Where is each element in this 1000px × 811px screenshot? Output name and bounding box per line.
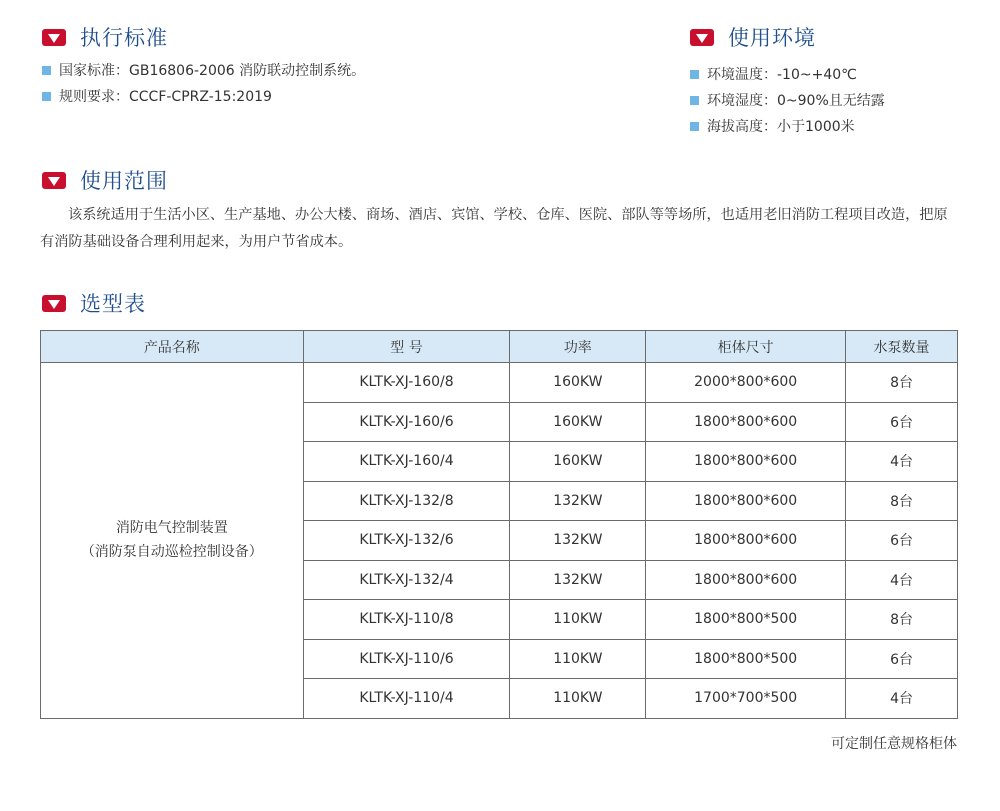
environment-title-text: 使用环境 [728,26,816,50]
standard-item [42,83,365,109]
square-bullet-icon [690,96,699,105]
power-cell: 160KW [510,402,646,442]
selection-table [40,330,958,719]
pumps-cell: 6台 [846,521,958,561]
model-cell: KLTK-XJ-132/8 [303,481,510,521]
standard-list [42,57,365,109]
header-pump-count: 水泵数量 [846,331,958,363]
model-cell: KLTK-XJ-132/6 [303,521,510,561]
model-cell: KLTK-XJ-110/4 [303,679,510,719]
product-name-cell [41,363,304,719]
scope-section-title [42,165,168,195]
size-cell: 1800*800*500 [646,600,846,640]
selection-title-text: 选型表 [80,292,146,316]
pumps-cell: 4台 [846,679,958,719]
standard-title-text: 执行标准 [80,26,168,50]
environment-section-title [690,22,816,52]
size-cell: 1800*800*600 [646,521,846,561]
power-cell: 132KW [510,481,646,521]
square-bullet-icon [42,92,51,101]
custom-size-note: 可定制任意规格柜体 [831,736,957,752]
model-cell: KLTK-XJ-132/4 [303,560,510,600]
standard-section-title [42,22,168,52]
size-cell: 1800*800*600 [646,481,846,521]
environment-item-text: 海拔高度：小于1000米 [707,119,855,135]
model-cell: KLTK-XJ-160/4 [303,442,510,482]
environment-item-text: 环境湿度：0~90%且无结露 [707,93,885,109]
header-model: 型 号 [303,331,510,363]
pumps-cell: 4台 [846,560,958,600]
power-cell: 110KW [510,639,646,679]
pumps-cell: 8台 [846,363,958,403]
square-bullet-icon [690,122,699,131]
environment-item [690,87,885,113]
selection-section-title [42,288,146,318]
standard-item-text: 规则要求：CCCF-CPRZ-15:2019 [59,89,272,105]
standard-item-text: 国家标准：GB16806-2006 消防联动控制系统。 [59,63,366,79]
pumps-cell: 6台 [846,639,958,679]
size-cell: 1800*800*600 [646,402,846,442]
standard-item [42,57,365,83]
triangle-down-icon [42,295,66,312]
model-cell: KLTK-XJ-110/6 [303,639,510,679]
power-cell: 110KW [510,679,646,719]
environment-item-text: 环境温度：-10~+40℃ [707,67,857,83]
pumps-cell: 6台 [846,402,958,442]
power-cell: 160KW [510,363,646,403]
pumps-cell: 4台 [846,442,958,482]
environment-item [690,61,885,87]
size-cell: 1700*700*500 [646,679,846,719]
environment-item [690,113,885,139]
table-header-row [41,331,958,363]
size-cell: 1800*800*600 [646,560,846,600]
model-cell: KLTK-XJ-110/8 [303,600,510,640]
power-cell: 160KW [510,442,646,482]
scope-title-text: 使用范围 [80,169,168,193]
square-bullet-icon [42,66,51,75]
size-cell: 1800*800*500 [646,639,846,679]
power-cell: 110KW [510,600,646,640]
square-bullet-icon [690,70,699,79]
scope-paragraph: 该系统适用于生活小区、生产基地、办公大楼、商场、酒店、宾馆、学校、仓库、医院、部队等等场所，也适用老旧消防工程项目改造，把原有消防基础设备合理利用起来，为用户节省成本。 [40,207,948,250]
triangle-down-icon [42,29,66,46]
product-name-line1: 消防电气控制装置 [115,520,228,537]
header-cabinet-size: 柜体尺寸 [646,331,846,363]
triangle-down-icon [42,172,66,189]
size-cell: 2000*800*600 [646,363,846,403]
header-power: 功率 [510,331,646,363]
model-cell: KLTK-XJ-160/6 [303,402,510,442]
product-name-line2: （消防泵自动巡检控制设备） [80,544,263,561]
model-cell: KLTK-XJ-160/8 [303,363,510,403]
header-product-name: 产品名称 [41,331,304,363]
pumps-cell: 8台 [846,481,958,521]
environment-list [690,61,885,139]
triangle-down-icon [690,29,714,46]
pumps-cell: 8台 [846,600,958,640]
size-cell: 1800*800*600 [646,442,846,482]
power-cell: 132KW [510,521,646,561]
table-row [41,363,958,403]
power-cell: 132KW [510,560,646,600]
